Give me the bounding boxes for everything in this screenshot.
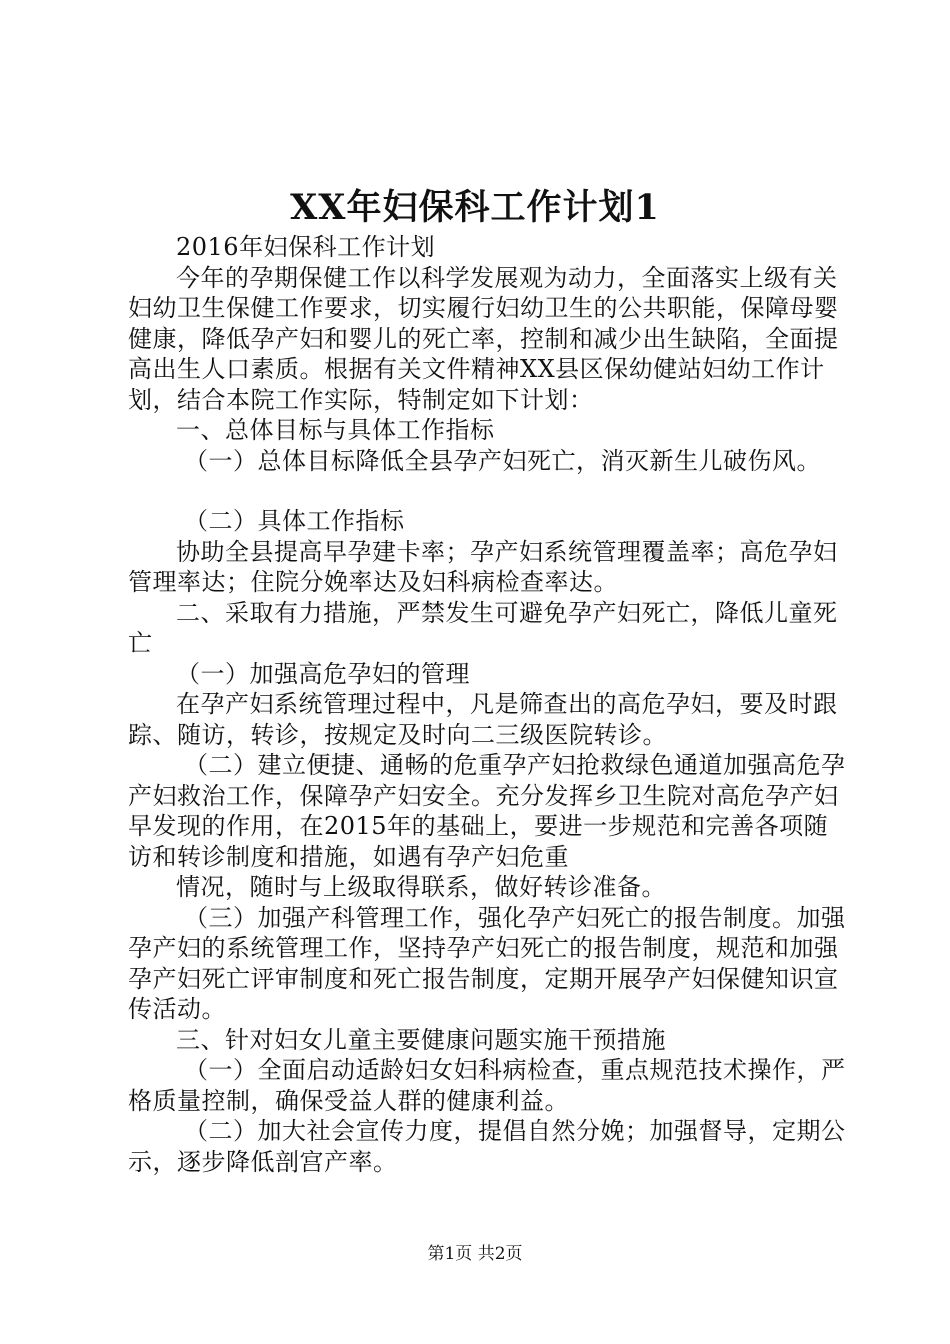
paragraph-green-channel: （二）建立便捷、通畅的危重孕产妇抢救绿色通道加强高危孕产妇救治工作，保障孕产妇安全。充分发挥乡卫生院对高危孕产妇早发现的作用，在2015年的基础上，要进一步规范和完善各项随访和转诊制度和措施，如遇有孕产妇危重 [128,751,846,871]
heading-specific-indicators: （二）具体工作指标 [184,507,405,535]
page-footer: 第1页 共2页 [427,1244,523,1264]
paragraph-overall-goal: （一）总体目标降低全县孕产妇死亡，消灭新生儿破伤风。 [184,446,821,475]
paragraph-subtitle: 2016年妇保科工作计划 [176,233,436,261]
paragraph-obstetrics: （三）加强产科管理工作，强化孕产妇死亡的报告制度。加强孕产妇的系统管理工作，坚持孕产妇死亡的报告制度，规范和加强孕产妇死亡评审制度和死亡报告制度，定期开展孕产妇保健知识宣传活动。 [128,903,846,1023]
document-body [128,232,848,1177]
heading-section-2: 二、采取有力措施，严禁发生可避免孕产妇死亡，降低儿童死亡 [128,598,838,657]
paragraph-high-risk: 在孕产妇系统管理过程中，凡是筛查出的高危孕妇，要及时跟踪、随访，转诊，按规定及时向二三级医院转诊。 [128,690,838,749]
heading-section-1: 一、总体目标与具体工作指标 [176,416,495,444]
paragraph-gynecology-check: （一）全面启动适龄妇女妇科病检查，重点规范技术操作，严格质量控制，确保受益人群的健康利益。 [128,1056,846,1115]
document-title: XX年妇保科工作计划1 [290,187,660,228]
paragraph-natural-birth: （二）加大社会宣传力度，提倡自然分娩；加强督导，定期公示，逐步降低剖宫产率。 [128,1117,846,1176]
paragraph-contact: 情况，随时与上级取得联系，做好转诊准备。 [176,873,666,901]
heading-section-3: 三、针对妇女儿童主要健康问题实施干预措施 [176,1025,666,1054]
paragraph-intro: 今年的孕期保健工作以科学发展观为动力，全面落实上级有关妇幼卫生保健工作要求，切实履行妇幼卫生的公共职能，保障母婴健康，降低孕产妇和婴儿的死亡率，控制和减少出生缺陷，全面提高出生人口素质。根据有关文件精神XX县区保幼健站妇幼工作计划，结合本院工作实际，特制定如下计划： [128,263,839,414]
heading-high-risk: （一）加强高危孕妇的管理 [176,659,470,688]
blank-line [128,476,848,506]
paragraph-indicators: 协助全县提高早孕建卡率；孕产妇系统管理覆盖率；高危孕妇管理率达；住院分娩率达及妇科病检查率达。 [128,537,838,596]
